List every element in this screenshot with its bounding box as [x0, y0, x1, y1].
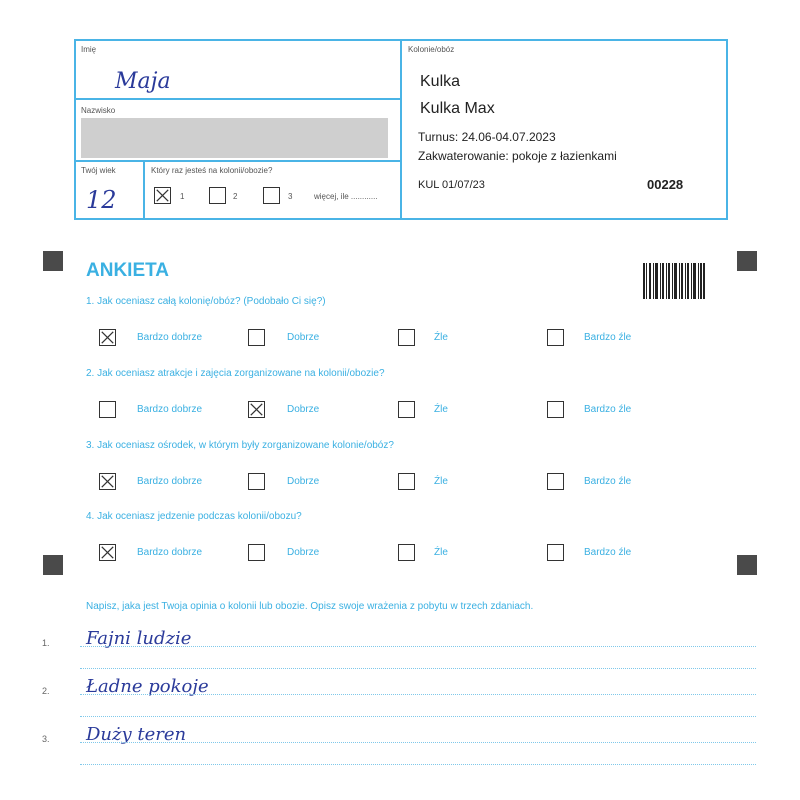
last-name-label: Nazwisko — [81, 106, 116, 115]
rating-checkbox[interactable] — [398, 473, 415, 490]
first-name-label: Imię — [81, 45, 97, 54]
rating-option-label: Źle — [434, 476, 448, 487]
writing-line — [80, 764, 756, 765]
form-number: 00228 — [647, 177, 684, 192]
camp-label: Kolonie/obóz — [408, 45, 455, 54]
question-text: 1. Jak oceniasz całą kolonię/obóz? (Podobało Ci się?) — [86, 296, 326, 307]
times-more-label: więcej, ile ............ — [314, 192, 378, 201]
opinion-line-2[interactable]: Ładne pokoje — [86, 676, 209, 697]
rating-checkbox[interactable] — [547, 473, 564, 490]
times-option-1: 1 — [180, 192, 185, 201]
rating-option-label: Bardzo dobrze — [137, 547, 203, 558]
rating-checkbox[interactable] — [547, 401, 564, 418]
opinion-line-1[interactable]: Fajni ludzie — [86, 628, 192, 649]
rating-option-label: Dobrze — [287, 404, 320, 415]
rating-checkbox[interactable] — [248, 329, 265, 346]
times-checkbox-2[interactable] — [209, 187, 226, 204]
times-checkbox-3[interactable] — [263, 187, 280, 204]
writing-line — [80, 646, 756, 647]
rating-checkbox[interactable] — [248, 473, 265, 490]
opinion-prompt: Napisz, jaka jest Twoja opinia o kolonii lub obozie. Opisz swoje wrażenia z pobytu w trzech zdaniach. — [86, 601, 534, 612]
rating-option-label: Źle — [434, 547, 448, 558]
rating-option-label: Dobrze — [287, 332, 320, 343]
accommodation-text: Zakwaterowanie: pokoje z łazienkami — [418, 149, 617, 163]
registration-marker — [43, 555, 63, 575]
rating-checkbox[interactable] — [398, 401, 415, 418]
opinion-line-3[interactable]: Duży teren — [86, 724, 187, 745]
age-value: 12 — [86, 186, 117, 214]
check-mark-icon — [100, 474, 115, 489]
check-mark-icon — [100, 330, 115, 345]
rating-option-label: Bardzo źle — [584, 547, 632, 558]
rating-option-label: Dobrze — [287, 547, 320, 558]
registration-marker — [737, 555, 757, 575]
rating-checkbox[interactable] — [398, 329, 415, 346]
rating-option-label: Źle — [434, 332, 448, 343]
rating-option-label: Źle — [434, 404, 448, 415]
rating-checkbox[interactable] — [248, 544, 265, 561]
registration-marker — [737, 251, 757, 271]
writing-line — [80, 742, 756, 743]
question-text: 4. Jak oceniasz jedzenie podczas kolonii/obozu? — [86, 511, 302, 522]
rating-checkbox[interactable] — [398, 544, 415, 561]
line-number-3: 3. — [42, 734, 50, 744]
line-number-2: 2. — [42, 686, 50, 696]
check-mark-icon — [100, 545, 115, 560]
camp-name-2: Kulka Max — [420, 100, 495, 117]
times-checkbox-1[interactable] — [154, 187, 171, 204]
rating-checkbox[interactable] — [99, 329, 116, 346]
times-option-2: 2 — [233, 192, 238, 201]
survey-title: ANKIETA — [86, 260, 170, 281]
rating-option-label: Bardzo źle — [584, 404, 632, 415]
rating-checkbox[interactable] — [99, 473, 116, 490]
rating-checkbox[interactable] — [547, 329, 564, 346]
times-option-3: 3 — [288, 192, 293, 201]
redacted-last-name — [81, 118, 388, 158]
rating-option-label: Dobrze — [287, 476, 320, 487]
age-label: Twój wiek — [81, 166, 116, 175]
rating-checkbox[interactable] — [248, 401, 265, 418]
rating-checkbox[interactable] — [99, 544, 116, 561]
writing-line — [80, 694, 756, 695]
line-number-1: 1. — [42, 638, 50, 648]
turnus-text: Turnus: 24.06-04.07.2023 — [418, 130, 556, 144]
rating-option-label: Bardzo dobrze — [137, 332, 203, 343]
question-text: 3. Jak oceniasz ośrodek, w którym były zorganizowane kolonie/obóz? — [86, 440, 394, 451]
times-label: Który raz jesteś na kolonii/obozie? — [151, 166, 273, 175]
rating-checkbox[interactable] — [99, 401, 116, 418]
writing-line — [80, 716, 756, 717]
rating-option-label: Bardzo źle — [584, 332, 632, 343]
rating-option-label: Bardzo dobrze — [137, 476, 203, 487]
camp-code: KUL 01/07/23 — [418, 179, 485, 191]
rating-option-label: Bardzo źle — [584, 476, 632, 487]
camp-name: Kulka — [420, 73, 461, 90]
rating-checkbox[interactable] — [547, 544, 564, 561]
writing-line — [80, 668, 756, 669]
registration-marker — [43, 251, 63, 271]
first-name-value: Maja — [115, 69, 171, 94]
check-mark-icon — [155, 188, 170, 203]
question-text: 2. Jak oceniasz atrakcje i zajęcia zorganizowane na kolonii/obozie? — [86, 368, 385, 379]
check-mark-icon — [249, 402, 264, 417]
rating-option-label: Bardzo dobrze — [137, 404, 203, 415]
barcode-icon — [643, 263, 705, 299]
